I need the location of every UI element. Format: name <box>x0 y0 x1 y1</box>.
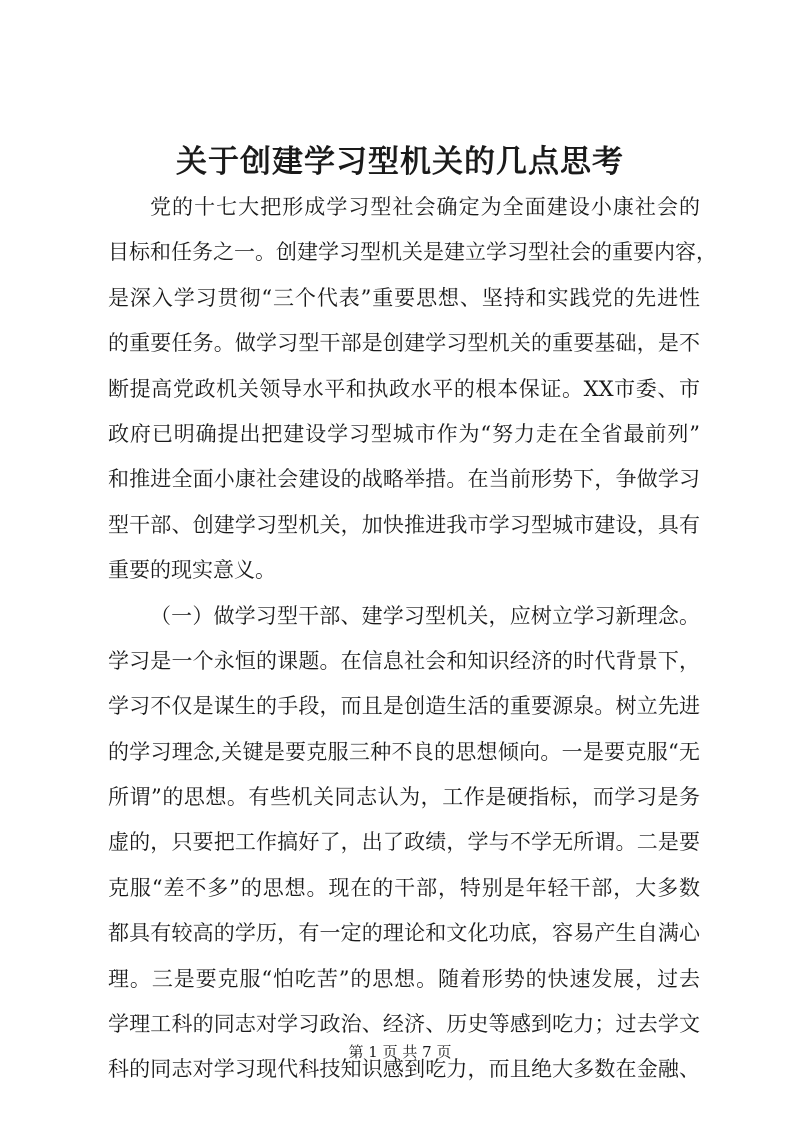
paragraph-1 <box>108 185 717 594</box>
text-line: 虚的，只要把工作搞好了，出了政绩，学与不学无所谓。二是要 <box>108 830 700 855</box>
text-line: 是深入学习贯彻“三个代表”重要思想、坚持和实践党的先进性 <box>108 285 700 310</box>
text-line: 学理工科的同志对学习政治、经济、历史等感到吃力；过去学文 <box>108 1012 700 1037</box>
page-number-label: 第 1 页 共 7 页 <box>348 1043 452 1061</box>
text-line: 重要的现实意义。 <box>108 558 276 583</box>
text-line: 型干部、创建学习型机关，加快推进我市学习型城市建设，具有 <box>108 512 700 537</box>
text-line: 都具有较高的学历，有一定的理论和文化功底，容易产生自满心 <box>108 921 700 946</box>
text-line: 的学习理念,关键是要克服三种不良的思想倾向。一是要克服“无 <box>108 739 700 764</box>
text-line: （一）做学习型干部、建学习型机关，应树立学习新理念。 <box>150 603 700 628</box>
document-body <box>108 185 717 1093</box>
document-title: 关于创建学习型机关的几点思考 <box>176 144 624 180</box>
text-line: 理。三是要克服“怕吃苦”的思想。随着形势的快速发展，过去 <box>108 966 700 991</box>
text-line: 的重要任务。做学习型干部是创建学习型机关的重要基础，是不 <box>108 331 700 356</box>
text-line: 断提高党政机关领导水平和执政水平的根本保证。XX市委、市 <box>108 376 700 401</box>
paragraph-2 <box>108 594 700 1093</box>
text-line: 党的十七大把形成学习型社会确定为全面建设小康社会的 <box>150 195 700 219</box>
text-line: 政府已明确提出把建设学习型城市作为“努力走在全省最前列” <box>108 421 700 446</box>
page-footer <box>0 1042 800 1062</box>
text-line: 科的同志对学习现代科技知识感到吃力，而且绝大多数在金融、 <box>108 1057 700 1082</box>
text-line: 和推进全面小康社会建设的战略举措。在当前形势下，争做学习 <box>108 467 700 492</box>
text-line: 所谓”的思想。有些机关同志认为，工作是硬指标，而学习是务 <box>108 785 700 810</box>
text-line: 学习是一个永恒的课题。在信息社会和知识经济的时代背景下， <box>108 648 700 673</box>
text-line: 克服“差不多”的思想。现在的干部，特别是年轻干部，大多数 <box>108 875 700 900</box>
text-line: 学习不仅是谋生的手段，而且是创造生活的重要源泉。树立先进 <box>108 694 700 719</box>
text-line: 目标和任务之一。创建学习型机关是建立学习型社会的重要内容， <box>108 240 717 265</box>
